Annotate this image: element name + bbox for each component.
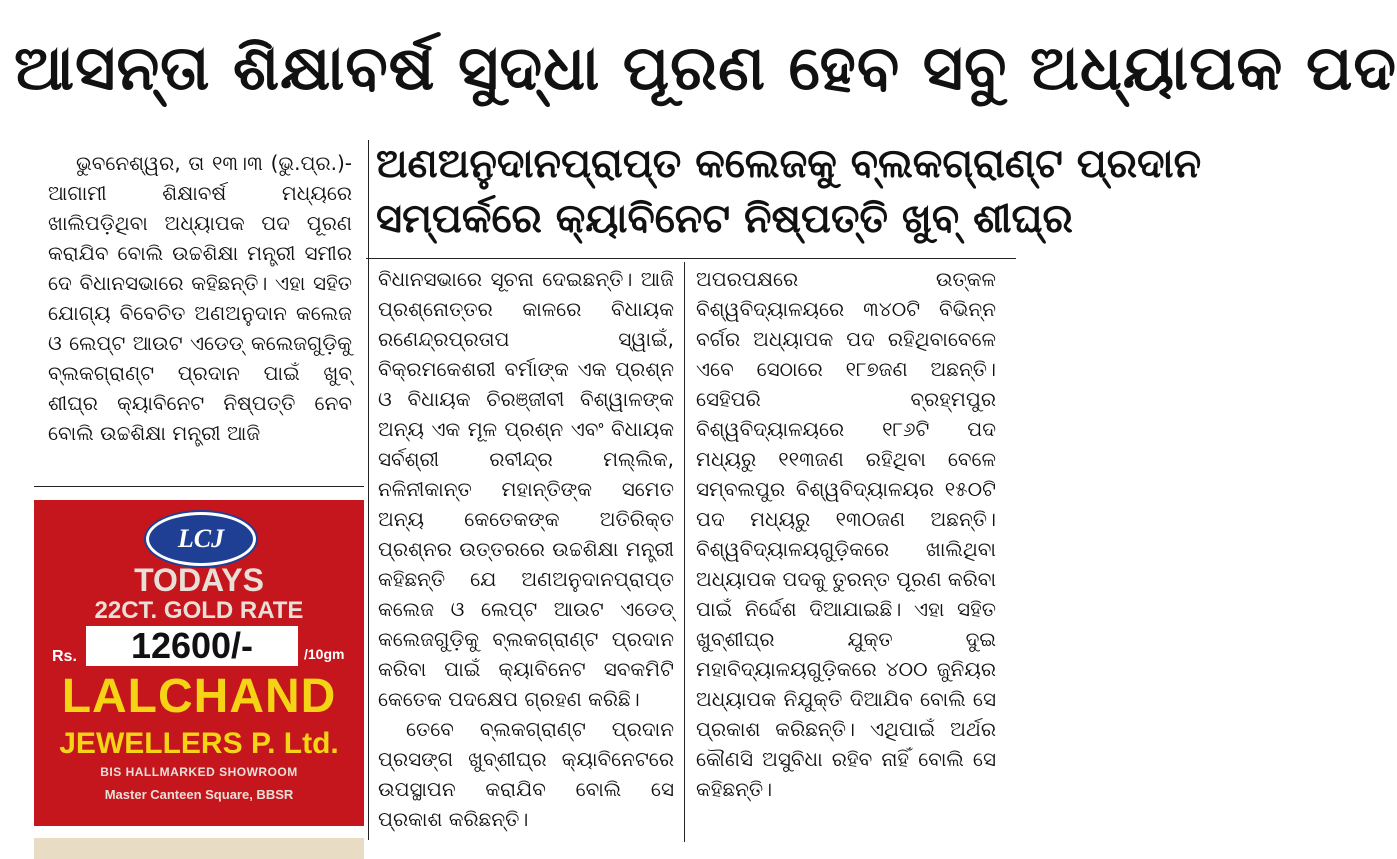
article-column-3 [696, 264, 996, 804]
column-divider-1 [368, 140, 369, 840]
ad-unit: /10gm [304, 646, 345, 662]
column-1-rule [34, 486, 364, 487]
jeweller-advertisement [34, 500, 364, 826]
article-column-2 [378, 264, 674, 834]
lcj-logo: LCJ [146, 512, 256, 566]
subheadline-line-1: ଅଣଅନୁଦାନପ୍ରାପ୍ତ କଲେଜକୁ ବ୍ଲକଗ୍ରାଣ୍ଟ ପ୍ରଦାନ [376, 141, 1202, 187]
ad-price: 12600/- [86, 626, 298, 666]
subheadline [376, 138, 1202, 248]
column-divider-2 [684, 262, 685, 842]
ad-todays: TODAYS [134, 562, 264, 598]
ad-gold-rate-label: 22CT. GOLD RATE [94, 597, 304, 624]
article-paragraph: ଭୁବନେଶ୍ୱର, ତା ୧୩।୩ (ଭୁ.ପ୍ର.)- ଆଗାମୀ ଶିକ୍ଷାବର୍ଷ ମଧ୍ୟରେ ଖାଲିପଡ଼ିଥିବା ଅଧ୍ୟାପକ ପଦ ପୂରଣ କରାଯିବ ବୋଲି ଉଚ୍ଚଶିକ୍ଷା ମନ୍ତ୍ରୀ ସମୀର ଦେ ବିଧାନସଭାରେ କହିଛନ୍ତି। ଏହା ସହିତ ଯୋଗ୍ୟ ବିବେଚିତ ଅଣଅନୁଦାନ କଲେଜ ଓ ଲେପ୍ଟ ଆଉଟ ଏଡେଡ୍ କଲେଜଗୁଡ଼ିକୁ ବ୍ଲକଗ୍ରାଣ୍ଟ ପ୍ରଦାନ ପାଇଁ ଖୁବ୍ ଶୀଘ୍ର କ୍ୟାବିନେଟ ନିଷ୍ପତ୍ତି ନେବ ବୋଲି ଉଚ୍ଚଶିକ୍ଷା ମନ୍ତ୍ରୀ ଆଜି [48, 151, 352, 445]
subheadline-rule [366, 258, 1016, 259]
article-column-1 [48, 148, 352, 448]
article-paragraph: ତେବେ ବ୍ଲକଗ୍ରାଣ୍ଟ ପ୍ରଦାନ ପ୍ରସଙ୍ଗ ଖୁବ୍ଶୀଘ୍ର କ୍ୟାବିନେଟରେ ଉପସ୍ଥାପନ କରାଯିବ ବୋଲି ସେ ପ୍ରକାଶ କରିଛନ୍ତି। [378, 717, 674, 831]
subheadline-line-2: ସମ୍ପର୍କରେ କ୍ୟାବିନେଟ ନିଷ୍ପତ୍ତି ଖୁବ୍ ଶୀଘ୍ର [376, 196, 1073, 242]
ad-currency: Rs. [52, 648, 77, 665]
headline: ଆସନ୍ତା ଶିକ୍ଷାବର୍ଷ ସୁଦ୍ଧା ପୂରଣ ହେବ ସବୁ ଅଧ୍ୟାପକ ପଦ [14, 31, 1397, 104]
ad-tagline: BIS HALLMARKED SHOWROOM [100, 765, 298, 779]
ad-address: Master Canteen Square, BBSR [104, 787, 294, 802]
article-paragraph: ଅପରପକ୍ଷରେ ଉତ୍କଳ ବିଶ୍ୱବିଦ୍ୟାଳୟରେ ୩୪୦ଟି ବିଭିନ୍ନ ବର୍ଗର ଅଧ୍ୟାପକ ପଦ ରହିଥିବାବେଳେ ଏବେ ସେଠାରେ ୧୮୭ଜଣ ଅଛନ୍ତି। ସେହିପରି ବ୍ରହ୍ମପୁର ବିଶ୍ୱବିଦ୍ୟାଳୟରେ ୧୮୬ଟି ପଦ ମଧ୍ୟରୁ ୧୧୩ଜଣ ରହିଥିବା ବେଳେ ସମ୍ବଲପୁର ବିଶ୍ୱବିଦ୍ୟାଳୟର ୧୫୦ଟି ପଦ ମଧ୍ୟରୁ ୧୩୦ଜଣ ଅଛନ୍ତି। ବିଶ୍ୱବିଦ୍ୟାଳୟଗୁଡ଼ିକରେ ଖାଲିଥିବା ଅଧ୍ୟାପକ ପଦକୁ ତୁରନ୍ତ ପୂରଣ କରିବା ପାଇଁ ନିର୍ଦ୍ଦେଶ ଦିଆଯାଇଛି। ଏହା ସହିତ ଖୁବ୍ଶୀଘ୍ର ଯୁକ୍ତ ଦୁଇ ମହାବିଦ୍ୟାଳୟଗୁଡ଼ିକରେ ୪୦୦ ଜୁନିୟର ଅଧ୍ୟାପକ ନିଯୁକ୍ତି ଦିଆଯିବ ବୋଲି ସେ ପ୍ରକାଶ କରିଛନ୍ତି। ଏଥିପାଇଁ ଅର୍ଥର କୌଣସି ଅସୁବିଧା ରହିବ ନାହିଁ ବୋଲି ସେ କହିଛନ୍ତି। [696, 267, 996, 801]
ad-company: JEWELLERS P. Ltd. [59, 727, 339, 760]
ad-brand: LALCHAND [61, 670, 337, 723]
article-paragraph: ବିଧାନସଭାରେ ସୂଚନା ଦେଇଛନ୍ତି। ଆଜି ପ୍ରଶ୍ନୋତ୍ତର କାଳରେ ବିଧାୟକ ରଣେନ୍ଦ୍ରପ୍ରତାପ ସ୍ୱାଇଁ, ବିକ୍ରମକେଶରୀ ବର୍ମାଙ୍କ ଏକ ପ୍ରଶ୍ନ ଓ ବିଧାୟକ ଚିରଞ୍ଜୀବୀ ବିଶ୍ୱାଳଙ୍କ ଅନ୍ୟ ଏକ ମୂଳ ପ୍ରଶ୍ନ ଏବଂ ବିଧାୟକ ସର୍ବଶ୍ରୀ ରବୀନ୍ଦ୍ର ମଲ୍ଲିକ, ନଳିନୀକାନ୍ତ ମହାନ୍ତିଙ୍କ ସମେତ ଅନ୍ୟ କେତେକଙ୍କ ଅତିରିକ୍ତ ପ୍ରଶ୍ନର ଉତ୍ତରରେ ଉଚ୍ଚଶିକ୍ଷା ମନ୍ତ୍ରୀ କହିଛନ୍ତି ଯେ ଅଣଅନୁଦାନପ୍ରାପ୍ତ କଲେଜ ଓ ଲେପ୍ଟ ଆଉଟ ଏଡେଡ୍ କଲେଜଗୁଡ଼ିକୁ ବ୍ଲକଗ୍ରାଣ୍ଟ ପ୍ରଦାନ କରିବା ପାଇଁ କ୍ୟାବିନେଟ ସବକମିଟି କେତେକ ପଦକ୍ଷେପ ଗ୍ରହଣ କରିଛି। [378, 267, 674, 711]
next-ad-strip [34, 838, 364, 859]
